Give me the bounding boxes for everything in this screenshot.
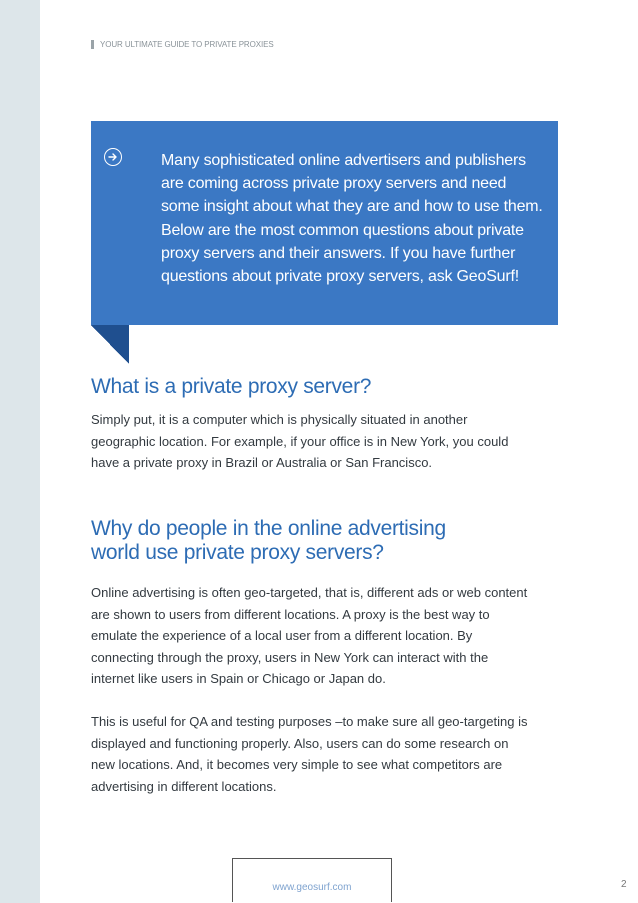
callout-line: questions about private proxy servers, ask GeoSurf!	[161, 268, 519, 286]
callout-line: are coming across private proxy servers and need	[161, 175, 507, 193]
paragraph: Online advertising is often geo-targeted, that is, different ads or web content are shown to users from different locations. A proxy is the best way to emulate the experience of a local user from a different location. By connecting through the proxy, users in New York can interact with the internet like users in Spain or Chicago or Japan do.	[91, 585, 528, 686]
section-heading-what-is-proxy	[91, 375, 371, 399]
footer-url-box	[232, 858, 392, 902]
header-title: YOUR ULTIMATE GUIDE TO PRIVATE PROXIES	[100, 40, 274, 49]
callout-text	[161, 149, 551, 288]
callout-line: proxy servers and their answers. If you have further	[161, 244, 516, 262]
section-heading-why-use-proxy	[91, 517, 446, 565]
callout-line: Below are the most common questions about private	[161, 221, 524, 239]
side-strip	[0, 0, 40, 903]
callout-fold	[91, 325, 129, 364]
page-header	[91, 40, 274, 49]
page-number: 2	[621, 879, 627, 890]
arrow-right-circle-icon	[104, 148, 122, 166]
callout-line: Many sophisticated online advertisers and publishers	[161, 152, 526, 169]
paragraph: This is useful for QA and testing purposes –to make sure all geo-targeting is displayed and functioning properly. Also, users can do some research on new locations. And, it becomes very simple to see what competitors are advertising in different locations.	[91, 714, 528, 794]
section-body	[91, 582, 531, 797]
heading-line: What is a private proxy server?	[91, 375, 372, 398]
heading-line: Why do people in the online advertising	[91, 517, 446, 540]
section-body	[91, 409, 531, 474]
callout-line: some insight about what they are and how to use them.	[161, 198, 543, 216]
intro-callout	[91, 121, 558, 325]
header-marker	[91, 40, 94, 49]
footer-url[interactable]: www.geosurf.com	[272, 882, 352, 893]
paragraph: Simply put, it is a computer which is physically situated in another geographic location. For example, if your office is in New York, you could have a private proxy in Brazil or Australia or San Francisco.	[91, 412, 509, 470]
heading-line: world use private proxy servers?	[91, 541, 384, 564]
